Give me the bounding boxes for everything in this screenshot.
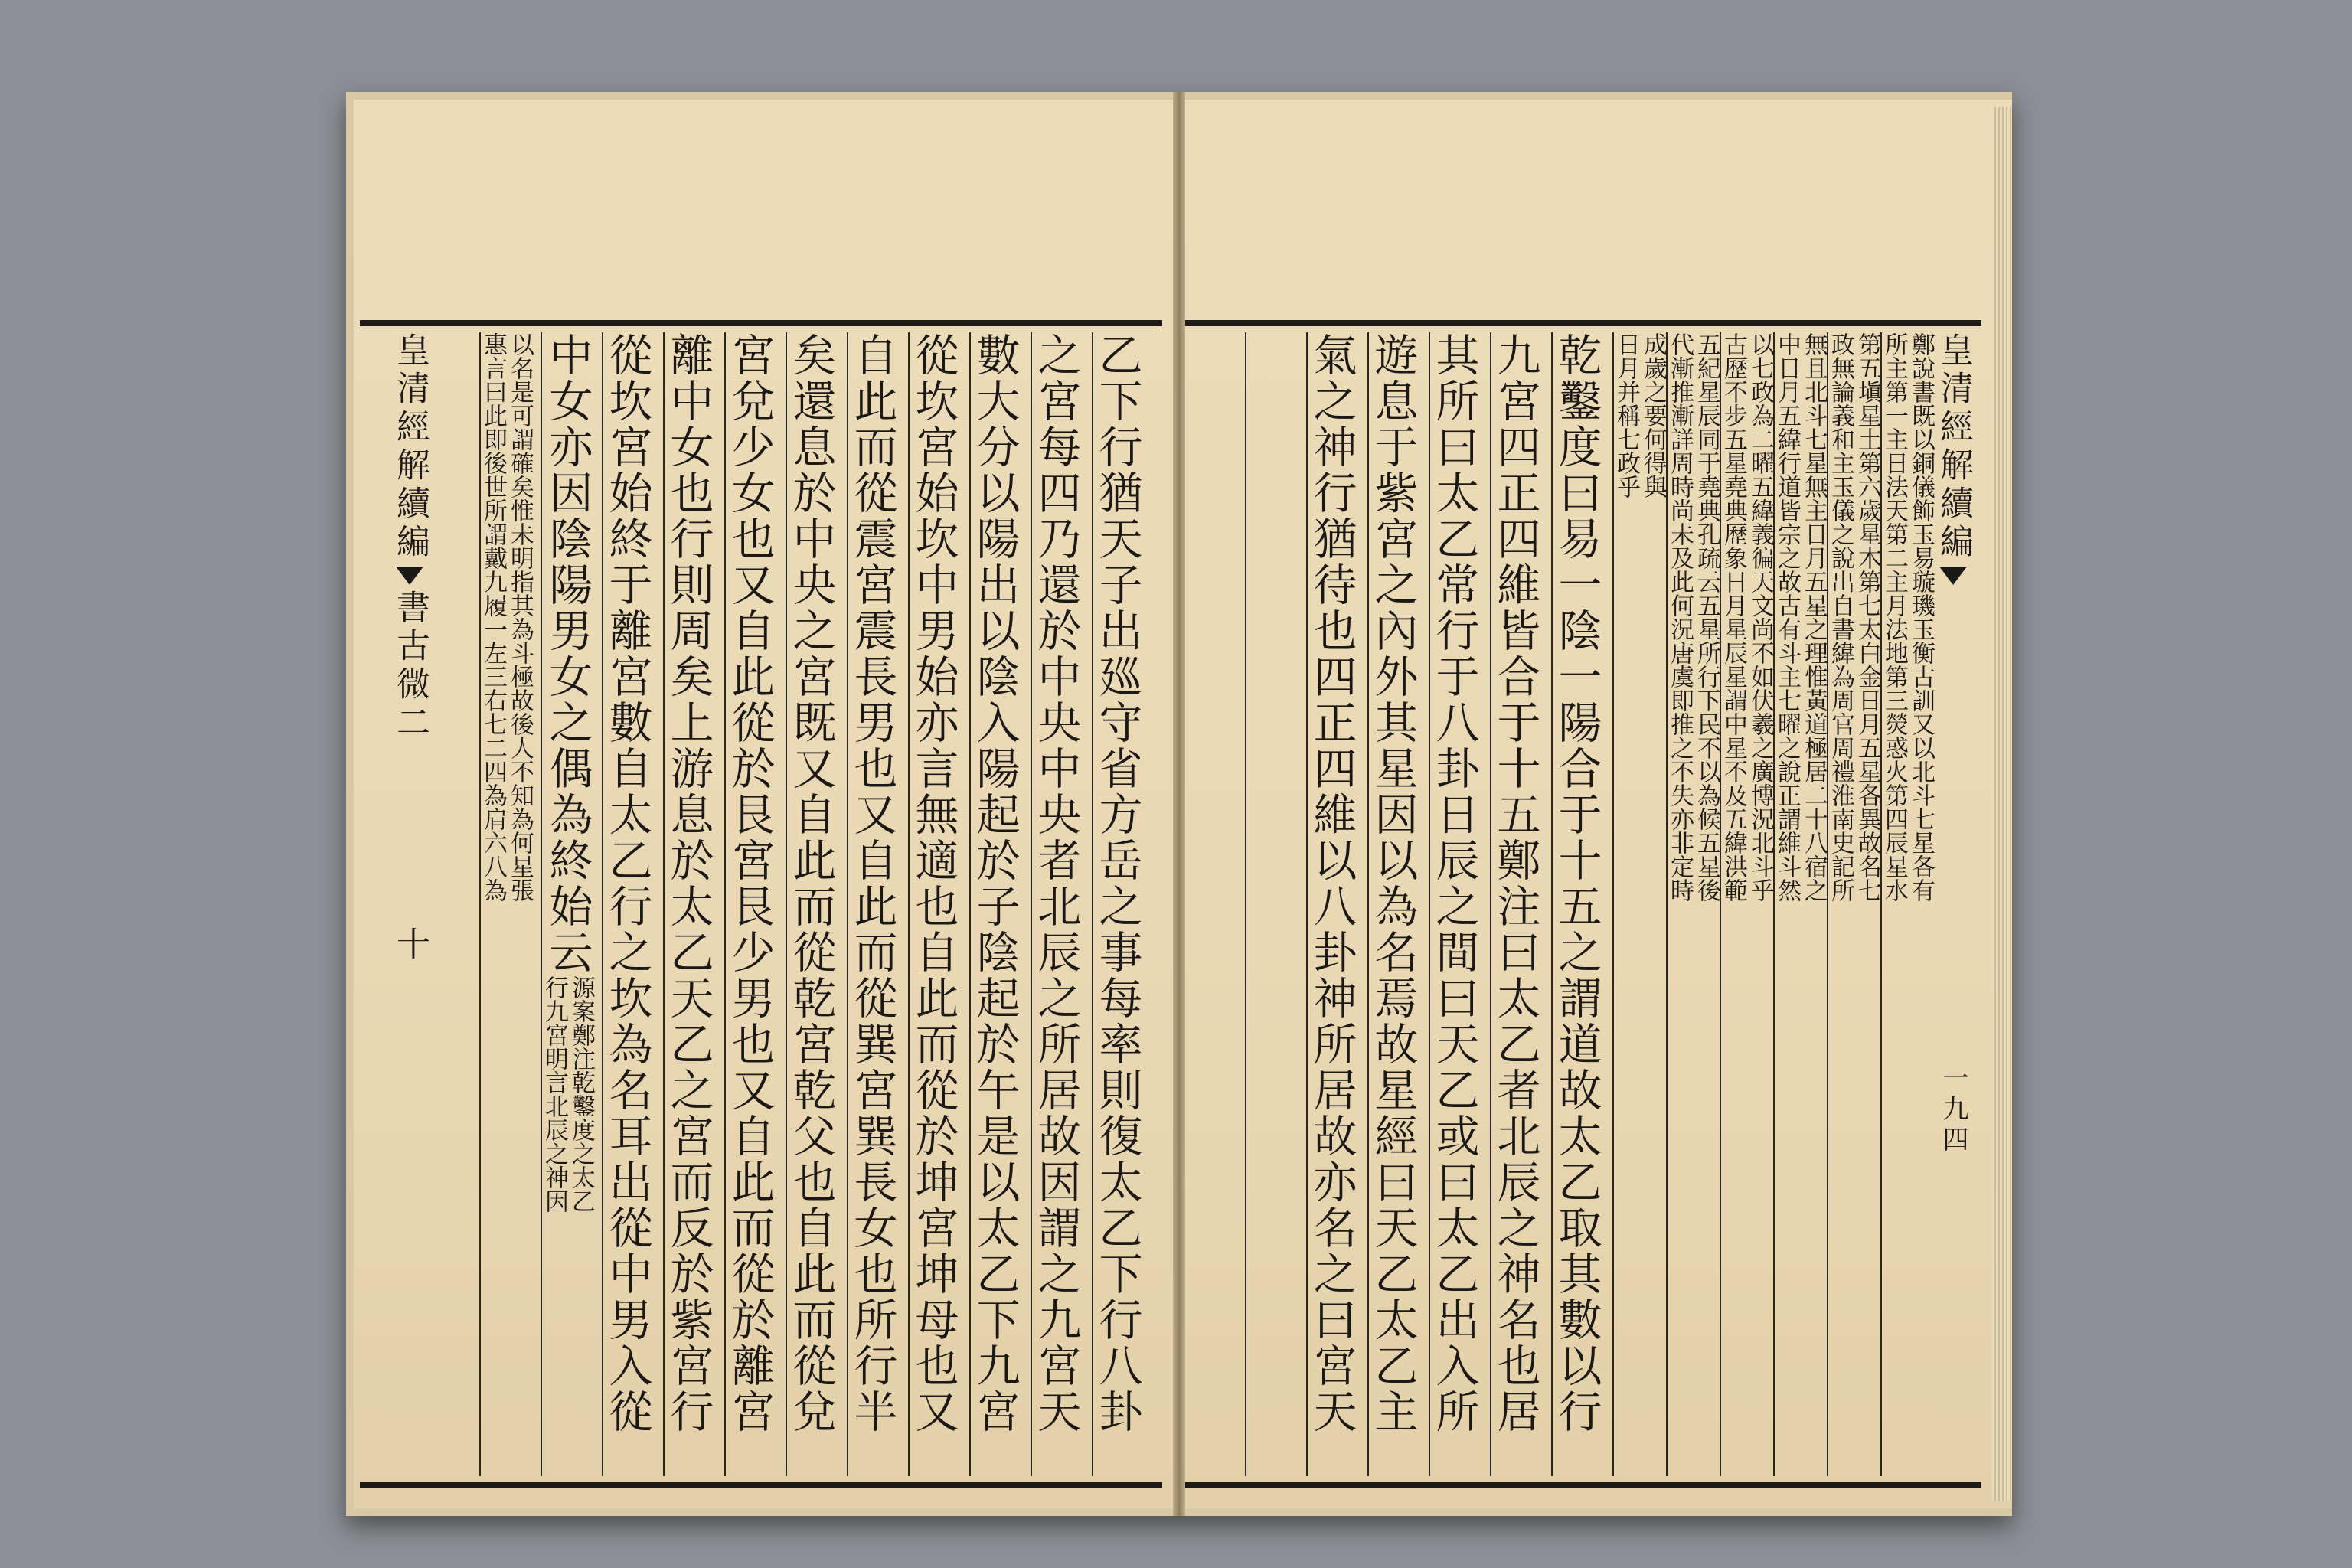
right-text-frame [1185, 320, 1981, 1488]
left-margin-title: 皇清經解續編 書古微二 十 [390, 332, 430, 965]
text-column: 矣還息於中央之宮既又自此而從乾宮乾父也自此而從兌 [786, 332, 835, 1476]
text-column: 乾鑿度曰易一陰一陽合于十五之謂道故太乙取其數以行 [1551, 332, 1600, 1476]
right-page [1185, 100, 2012, 1508]
commentary-column: 無且北斗七星無主日月五星之理惟黃道極居二十八宿之 中日月五緯行道皆宗之故古有斗主七曜之說正謂維斗然 [1773, 332, 1825, 1476]
commentary-column: 鄭說書既以銅儀飾玉易璇璣玉衡古訓又以北斗七星各有 所主第一主日法天第二主月法地第三熒惑火第四辰星水 [1880, 332, 1932, 1476]
fish-tail-mark [1939, 567, 1967, 585]
commentary-column: 以七政為二曜五緯義徧天文尚不如伏羲之廣博況北斗乎 古歷不步五星堯典歷象日月星辰星謂中星不及五緯洪範 [1720, 332, 1772, 1476]
page-edges [1992, 107, 2012, 1501]
text-column: 之宮每四乃還於中央中央者北辰之所居故因謂之九宮天 [1031, 332, 1080, 1476]
text-column: 九宮四正四維皆合于十五鄭注曰太乙者北辰之神名也居 [1490, 332, 1539, 1476]
text-column: 遊息于紫宮之內外其星因以為名焉故星經曰天乙太乙主 [1367, 332, 1416, 1476]
note-twin-column: 源案鄭注乾鑿度之太乙 行九宮明言北辰之神因 [541, 975, 595, 1213]
commentary-column: 第五塡星土第六歲星木第七太白金日月五星各異故名七 政無論義和主玉儀之說出自書緯為周官周禮淮南史記所 [1827, 332, 1879, 1476]
text-column: 乙下行猶天子出廵守省方岳之事每率則復太乙下行八卦 [1092, 332, 1141, 1476]
open-book [346, 92, 2012, 1516]
commentary-column: 成歲之要何得與 日月并稱七政乎 [1612, 332, 1664, 1476]
text-column: 宮兌少女也又自此從於艮宮艮少男也又自此而從於離宮 [724, 332, 773, 1476]
fish-tail-mark [396, 567, 423, 585]
text-column: 離中女也行則周矣上游息於太乙天乙之宮而反於紫宮行 [663, 332, 712, 1476]
text-column: 從坎宮始坎中男始亦言無適也自此而從於坤宮坤母也又 [908, 332, 957, 1476]
left-text-frame [360, 320, 1162, 1488]
commentary-column: 以名是可謂確矣惟未明指其為斗極故後人不知為何星張 惠言曰此即後世所謂戴九履一左三右七二四為肩六八為 [479, 332, 531, 1476]
right-margin-title: 皇清經解續編 一九四 [1934, 332, 1973, 1156]
text-column: 自此而從震宮震長男也又自此而從巽宮巽長女也所行半 [847, 332, 896, 1476]
commentary-column: 五紀星辰同于堯典孔疏云五星所行下民不以為候五星後 代漸推漸詳周時尚未及此何況唐虞即推之不失亦非定時 [1666, 332, 1718, 1476]
text-column: 氣之神行猶待也四正四維以八卦神所居故亦名之曰宮天 [1306, 332, 1355, 1476]
blank-column [1245, 332, 1246, 1476]
text-column: 數大分以陽出以陰入陽起於子陰起於午是以太乙下九宮 [969, 332, 1018, 1476]
book-gutter [1173, 92, 1185, 1516]
left-page [354, 100, 1173, 1508]
text-column: 從坎宮始終于離宮數自太乙行之坎為名耳出從中男入從 [602, 332, 651, 1476]
text-column: 中女亦因陰陽男女之偶為終始云 源案鄭注乾鑿度之太乙 行九宮明言北辰之神因 [541, 332, 593, 1476]
text-column: 其所曰太乙常行于八卦日辰之間曰天乙或曰太乙出入所 [1429, 332, 1478, 1476]
